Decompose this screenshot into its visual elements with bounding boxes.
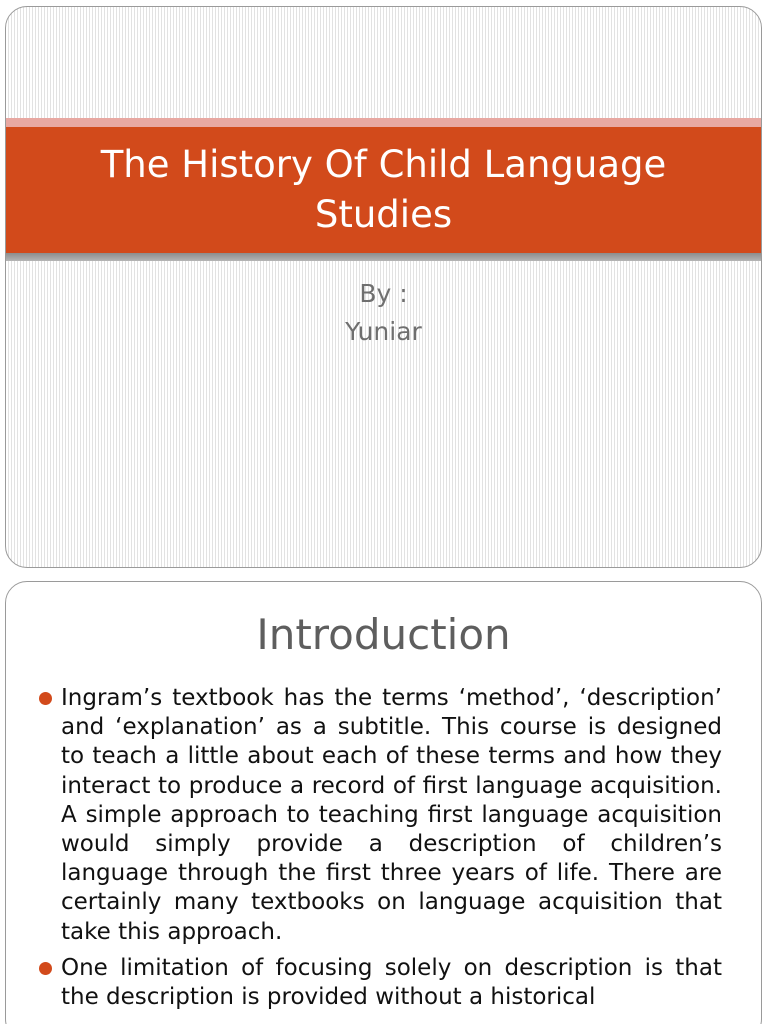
bullet-dot-icon — [39, 692, 52, 705]
bullet-text: One limitation of focusing solely on description is that the description is provided without a historical — [61, 954, 722, 1011]
title-top-stripe — [6, 118, 761, 127]
subtitle-by-label: By : — [359, 279, 408, 308]
bullet-item — [36, 684, 722, 947]
title-bottom-stripe — [6, 253, 761, 261]
bullet-list — [36, 684, 722, 1019]
bullet-dot-icon — [39, 962, 52, 975]
title-band — [6, 127, 761, 253]
bullet-item — [36, 954, 722, 1012]
subtitle-author-name: Yuniar — [345, 317, 422, 346]
slide-1[interactable] — [5, 6, 762, 568]
subtitle-block — [6, 275, 761, 351]
bullet-text: Ingram’s textbook has the terms ‘method’, ‘description’ and ‘explanation’ as a subtitle. This course is designed to teach a little about each of these terms and how they interact to produce a record of first language acquisition. A simple approach to teaching first language acquisition would simply provide a description of children’s language through the first three years of life. There are certainly many textbooks on language acquisition that take this approach. — [61, 685, 722, 945]
section-heading: Introduction — [256, 610, 511, 659]
slide-title: The History Of Child Language Studies — [100, 143, 667, 236]
slide-2[interactable] — [5, 581, 762, 1024]
